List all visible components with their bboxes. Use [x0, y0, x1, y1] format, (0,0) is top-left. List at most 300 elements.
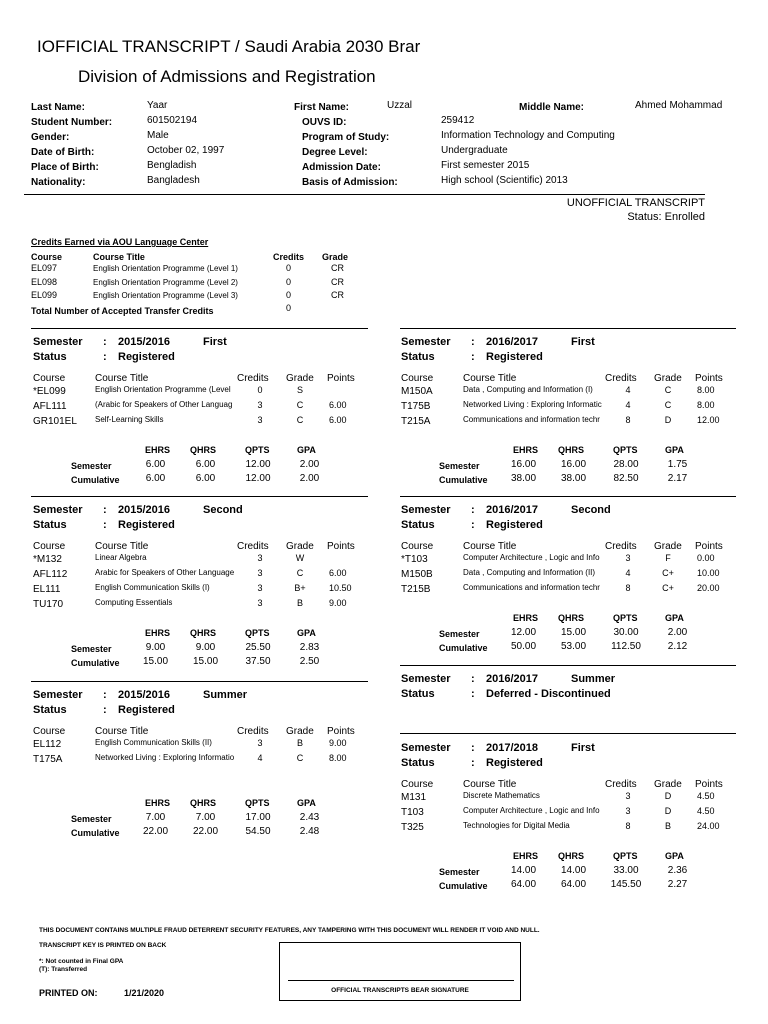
semester-year: 2015/2016 [118, 504, 170, 516]
course-code: *EL099 [33, 386, 66, 397]
course-credits: 3 [257, 738, 263, 748]
course-grade: C [296, 400, 304, 410]
sem-ehrs: 7.00 [145, 812, 166, 823]
header-ehrs: EHRS [513, 851, 539, 861]
course-code: M150A [401, 386, 433, 397]
header-grade: Grade [654, 373, 682, 384]
course-points: 8.00 [697, 385, 715, 395]
header-points: Points [327, 373, 355, 384]
course-points: 9.00 [329, 598, 347, 608]
first-name-label: First Name: [294, 102, 350, 113]
header-ehrs: EHRS [145, 445, 171, 455]
note-not-counted: *: Not counted in Final GPA [39, 958, 124, 965]
header-gpa: GPA [297, 628, 316, 638]
course-code: T103 [401, 807, 424, 818]
semester-status: Registered [486, 519, 543, 531]
divider [31, 328, 368, 329]
header-gpa: GPA [665, 613, 684, 623]
semester-block [401, 504, 736, 664]
semester-label: Semester [401, 742, 451, 754]
semester-term: Summer [571, 673, 616, 685]
header-qhrs: QHRS [190, 628, 217, 638]
semester-term: First [203, 336, 227, 348]
cum-qpts: 145.50 [610, 879, 642, 890]
sem-gpa: 2.83 [299, 642, 320, 653]
cum-ehrs: 22.00 [142, 826, 169, 837]
course-credits: 4 [257, 753, 263, 763]
credits-section-title: Credits Earned via AOU Language Center [31, 237, 209, 247]
cum-qhrs: 64.00 [560, 879, 587, 890]
credits-row-credits: 0 [286, 263, 292, 273]
cum-ehrs: 64.00 [510, 879, 537, 890]
course-credits: 8 [625, 583, 631, 593]
course-points: 0.00 [697, 553, 715, 563]
header-credits: Credits [237, 726, 269, 737]
course-grade: B [296, 598, 303, 608]
header-gpa: GPA [297, 445, 316, 455]
dob-label: Date of Birth: [31, 147, 95, 158]
basis-value: High school (Scientific) 2013 [441, 175, 568, 186]
course-points: 4.50 [697, 806, 715, 816]
sem-qpts: 17.00 [245, 812, 271, 823]
cumulative-row-label: Cumulative [71, 658, 120, 668]
course-credits: 3 [257, 553, 263, 563]
sem-qpts: 12.00 [245, 459, 271, 470]
course-title: Communications and information techr [463, 415, 600, 424]
course-grade: S [296, 385, 303, 395]
header-ehrs: EHRS [145, 628, 171, 638]
divider [31, 496, 368, 497]
header-credits: Credits [237, 541, 269, 552]
header-qpts: QPTS [613, 613, 638, 623]
note-transferred: (T): Transferred [39, 966, 88, 973]
course-points: 20.00 [697, 583, 720, 593]
semester-label: Semester [401, 673, 451, 685]
course-grade: B [296, 738, 303, 748]
semester-block [33, 336, 368, 496]
course-points: 9.00 [329, 738, 347, 748]
transcript-type: UNOFFICIAL TRANSCRIPT [566, 197, 705, 209]
semester-block [33, 689, 368, 849]
program-value: Information Technology and Computing [441, 130, 615, 141]
credits-row-course: EL099 [31, 290, 58, 300]
sem-ehrs: 9.00 [145, 642, 166, 653]
course-credits: 8 [625, 415, 631, 425]
sem-ehrs: 14.00 [510, 865, 537, 876]
last-name-value: Yaar [147, 100, 168, 111]
colon: : [103, 689, 107, 701]
credits-row-course: EL097 [31, 263, 58, 273]
header-ehrs: EHRS [513, 613, 539, 623]
nationality-label: Nationality: [31, 177, 86, 188]
header-qpts: QPTS [245, 628, 270, 638]
course-points: 10.50 [329, 583, 352, 593]
header-qhrs: QHRS [558, 851, 585, 861]
cum-qhrs: 38.00 [560, 473, 587, 484]
admission-date-value: First semester 2015 [441, 160, 530, 171]
course-code: T325 [401, 822, 424, 833]
header-course: Course [33, 373, 66, 384]
header-points: Points [695, 373, 723, 384]
sem-qhrs: 15.00 [560, 627, 587, 638]
cum-ehrs: 15.00 [142, 656, 169, 667]
course-code: TU170 [33, 599, 64, 610]
course-credits: 4 [625, 400, 631, 410]
header-qpts: QPTS [613, 445, 638, 455]
header-qhrs: QHRS [190, 798, 217, 808]
cum-qpts: 82.50 [613, 473, 639, 484]
colon: : [471, 673, 475, 685]
cum-qpts: 37.50 [245, 656, 271, 667]
colon: : [471, 504, 475, 516]
cum-qpts: 112.50 [611, 641, 641, 652]
header-course: Course [401, 541, 434, 552]
cumulative-row-label: Cumulative [439, 881, 488, 891]
course-credits: 0 [257, 385, 263, 395]
course-grade: D [664, 806, 672, 816]
semester-status: Registered [486, 351, 543, 363]
course-credits: 3 [257, 400, 263, 410]
colon: : [471, 688, 475, 700]
colon: : [103, 504, 107, 516]
course-grade: B [664, 821, 671, 831]
header-gpa: GPA [665, 445, 684, 455]
course-code: T175A [33, 754, 63, 765]
header-ehrs: EHRS [513, 445, 539, 455]
header-grade: Grade [654, 541, 682, 552]
colon: : [103, 519, 107, 531]
colon: : [471, 351, 475, 363]
header-grade: Grade [654, 779, 682, 790]
course-title: Arabic for Speakers of Other Language [95, 568, 235, 577]
course-points: 12.00 [697, 415, 720, 425]
course-points: 8.00 [329, 753, 347, 763]
cum-qpts: 54.50 [245, 826, 271, 837]
header-course-title: Course Title [463, 779, 517, 790]
sem-qhrs: 7.00 [195, 812, 216, 823]
course-points: 6.00 [329, 400, 347, 410]
printed-on-label: PRINTED ON: [39, 988, 98, 998]
course-title: English Communication Skills (I) [95, 583, 210, 592]
course-grade: B+ [294, 583, 306, 593]
course-title: Self-Learning Skills [95, 415, 164, 424]
semester-row-label: Semester [71, 644, 112, 654]
sem-qhrs: 16.00 [560, 459, 587, 470]
cum-gpa: 2.17 [667, 473, 688, 484]
course-credits: 3 [257, 568, 263, 578]
header-points: Points [695, 541, 723, 552]
course-code: EL111 [33, 584, 61, 595]
status-label: Status [401, 757, 435, 769]
cum-qhrs: 15.00 [192, 656, 219, 667]
status-label: Status [401, 688, 435, 700]
credits-row-grade: CR [331, 277, 344, 287]
course-points: 8.00 [697, 400, 715, 410]
credits-row-course: EL098 [31, 277, 58, 287]
program-label: Program of Study: [302, 132, 390, 143]
course-title: Computing Essentials [95, 598, 173, 607]
course-grade: C [296, 568, 304, 578]
header-points: Points [327, 726, 355, 737]
credits-header-grade: Grade [322, 252, 349, 262]
course-grade: D [664, 791, 672, 801]
sem-qhrs: 6.00 [195, 459, 216, 470]
status-label: Status [33, 519, 67, 531]
dob-value: October 02, 1997 [147, 145, 225, 156]
credits-total-value: 0 [286, 303, 292, 313]
semester-status: Registered [118, 519, 175, 531]
course-credits: 3 [257, 583, 263, 593]
header-qhrs: QHRS [190, 445, 217, 455]
header-credits: Credits [605, 373, 637, 384]
pob-label: Place of Birth: [31, 162, 99, 173]
last-name-label: Last Name: [31, 102, 85, 113]
cumulative-row-label: Cumulative [71, 475, 120, 485]
course-points: 10.00 [697, 568, 720, 578]
cum-ehrs: 38.00 [510, 473, 537, 484]
course-title: English Communication Skills (II) [95, 738, 212, 747]
course-code: EL112 [33, 739, 62, 750]
header-course: Course [401, 373, 434, 384]
credits-row-credits: 0 [286, 290, 292, 300]
basis-label: Basis of Admission: [302, 177, 398, 188]
semester-year: 2016/2017 [486, 673, 538, 685]
semester-status: Registered [118, 704, 175, 716]
course-credits: 4 [625, 568, 631, 578]
sem-qpts: 33.00 [613, 865, 639, 876]
colon: : [471, 757, 475, 769]
credits-header-course: Course [31, 252, 63, 262]
semester-year: 2017/2018 [486, 742, 538, 754]
student-number-value: 601502194 [147, 115, 198, 126]
course-title: Computer Architecture , Logic and Info [463, 806, 600, 815]
semester-label: Semester [33, 689, 83, 701]
header-gpa: GPA [665, 851, 684, 861]
sem-qhrs: 9.00 [195, 642, 216, 653]
sem-gpa: 2.00 [667, 627, 688, 638]
admission-date-label: Admission Date: [302, 162, 381, 173]
semester-year: 2015/2016 [118, 689, 170, 701]
status-label: Status [401, 351, 435, 363]
semester-status: Registered [118, 351, 175, 363]
course-code: M131 [401, 792, 427, 803]
semester-block [401, 336, 736, 496]
signature-line [288, 980, 514, 981]
course-title: (Arabic for Speakers of Other Languag [95, 400, 233, 409]
course-code: *M132 [33, 554, 62, 565]
divider [400, 328, 736, 329]
course-code: T215A [401, 416, 431, 427]
cumulative-row-label: Cumulative [71, 828, 120, 838]
header-course-title: Course Title [95, 373, 149, 384]
sem-ehrs: 6.00 [145, 459, 166, 470]
key-notice: TRANSCRIPT KEY IS PRINTED ON BACK [39, 942, 167, 949]
course-grade: D [664, 415, 672, 425]
sem-gpa: 2.43 [299, 812, 320, 823]
course-title: Linear Algebra [95, 553, 147, 562]
sem-gpa: 2.36 [667, 865, 688, 876]
credits-row-grade: CR [331, 290, 344, 300]
sem-qpts: 30.00 [613, 627, 639, 638]
course-title: Data , Computing and Information (I) [463, 385, 593, 394]
course-credits: 8 [625, 821, 631, 831]
header-course-title: Course Title [95, 541, 149, 552]
status-label: Status [401, 519, 435, 531]
course-code: T175B [401, 401, 431, 412]
pob-value: Bengladish [147, 160, 197, 171]
course-code: T215B [401, 584, 431, 595]
cum-qhrs: 6.00 [195, 473, 216, 484]
header-qpts: QPTS [245, 798, 270, 808]
header-course-title: Course Title [463, 541, 517, 552]
course-title: English Orientation Programme (Level [95, 385, 231, 394]
security-notice: THIS DOCUMENT CONTAINS MULTIPLE FRAUD DETERRENT SECURITY FEATURES, ANY TAMPERING WITH THIS DOCUMENT WILL RENDER IT VOID AND NULL. [39, 927, 540, 934]
colon: : [103, 704, 107, 716]
semester-label: Semester [401, 336, 451, 348]
header-credits: Credits [237, 373, 269, 384]
semester-term: Second [203, 504, 243, 516]
header-course: Course [33, 726, 66, 737]
middle-name-label: Middle Name: [519, 102, 585, 113]
header-course: Course [33, 541, 66, 552]
middle-name-value: Ahmed Mohammad [635, 100, 723, 111]
course-credits: 3 [625, 806, 631, 816]
course-code: GR101EL [33, 416, 77, 427]
cumulative-row-label: Cumulative [439, 643, 488, 653]
cumulative-row-label: Cumulative [439, 475, 488, 485]
credits-row-credits: 0 [286, 277, 292, 287]
course-grade: C [664, 385, 672, 395]
course-grade: C+ [662, 583, 674, 593]
header-course-title: Course Title [95, 726, 149, 737]
semester-row-label: Semester [71, 461, 112, 471]
cum-gpa: 2.50 [299, 656, 320, 667]
cum-ehrs: 6.00 [145, 473, 166, 484]
cum-gpa: 2.00 [299, 473, 320, 484]
ouvs-id-value: 259412 [441, 115, 475, 126]
course-grade: C [296, 415, 304, 425]
course-code: AFL112 [33, 569, 68, 580]
header-points: Points [695, 779, 723, 790]
sem-qhrs: 14.00 [560, 865, 587, 876]
course-credits: 3 [625, 553, 631, 563]
credits-row-title: English Orientation Programme (Level 1) [93, 264, 238, 273]
semester-label: Semester [401, 504, 451, 516]
course-title: Data , Computing and Information (II) [463, 568, 596, 577]
colon: : [471, 336, 475, 348]
header-grade: Grade [286, 726, 314, 737]
course-title: Computer Architecture , Logic and Info [463, 553, 600, 562]
cum-gpa: 2.12 [667, 641, 688, 652]
header-ehrs: EHRS [145, 798, 171, 808]
sem-qpts: 25.50 [245, 642, 271, 653]
colon: : [103, 351, 107, 363]
semester-year: 2016/2017 [486, 504, 538, 516]
cum-ehrs: 50.00 [510, 641, 537, 652]
divider [24, 194, 705, 195]
course-points: 24.00 [697, 821, 720, 831]
course-credits: 4 [625, 385, 631, 395]
header-credits: Credits [605, 779, 637, 790]
header-qpts: QPTS [245, 445, 270, 455]
semester-status: Registered [486, 757, 543, 769]
header-points: Points [327, 541, 355, 552]
nationality-value: Bangladesh [147, 175, 200, 186]
first-name-value: Uzzal [387, 100, 413, 111]
sem-ehrs: 16.00 [510, 459, 537, 470]
course-points: 4.50 [697, 791, 715, 801]
semester-block [401, 742, 736, 902]
course-grade: W [295, 553, 305, 563]
course-credits: 3 [257, 415, 263, 425]
semester-term: Summer [203, 689, 248, 701]
course-title: Networked Living : Exploring Informatic [463, 400, 602, 409]
student-number-label: Student Number: [31, 117, 113, 128]
semester-term: First [571, 336, 595, 348]
course-grade: C+ [662, 568, 674, 578]
course-code: *T103 [401, 554, 428, 565]
cum-gpa: 2.48 [299, 826, 320, 837]
course-code: M150B [401, 569, 433, 580]
header-qpts: QPTS [613, 851, 638, 861]
course-title: Discrete Mathematics [463, 791, 540, 800]
status-label: Status [33, 351, 67, 363]
semester-year: 2015/2016 [118, 336, 170, 348]
colon: : [471, 742, 475, 754]
semester-status: Deferred - Discontinued [486, 688, 611, 700]
credits-total-label: Total Number of Accepted Transfer Credits [31, 306, 214, 316]
cum-qhrs: 53.00 [560, 641, 587, 652]
credits-row-title: English Orientation Programme (Level 2) [93, 278, 238, 287]
status-label: Status [33, 704, 67, 716]
colon: : [103, 336, 107, 348]
semester-row-label: Semester [71, 814, 112, 824]
credits-header-title: Course Title [93, 252, 145, 262]
course-title: Networked Living : Exploring Informatio [95, 753, 235, 762]
divider [400, 665, 736, 666]
header-course: Course [401, 779, 434, 790]
sem-gpa: 2.00 [299, 459, 320, 470]
cum-qhrs: 22.00 [192, 826, 219, 837]
enrollment-status: Status: Enrolled [627, 211, 705, 223]
header-grade: Grade [286, 373, 314, 384]
gender-label: Gender: [31, 132, 70, 143]
credits-row-title: English Orientation Programme (Level 3) [93, 291, 238, 300]
semester-label: Semester [33, 336, 83, 348]
gender-value: Male [147, 130, 169, 141]
cum-gpa: 2.27 [667, 879, 688, 890]
header-qhrs: QHRS [558, 613, 585, 623]
semester-row-label: Semester [439, 867, 480, 877]
signature-box [279, 942, 521, 1001]
colon: : [471, 519, 475, 531]
course-credits: 3 [625, 791, 631, 801]
sem-ehrs: 12.00 [510, 627, 537, 638]
semester-year: 2016/2017 [486, 336, 538, 348]
degree-value: Undergraduate [441, 145, 508, 156]
signature-caption: OFFICIAL TRANSCRIPTS BEAR SIGNATURE [331, 987, 469, 994]
course-points: 6.00 [329, 415, 347, 425]
semester-term: First [571, 742, 595, 754]
document-subtitle: Division of Admissions and Registration [78, 67, 376, 86]
course-grade: F [665, 553, 671, 563]
course-points: 6.00 [329, 568, 347, 578]
header-course-title: Course Title [463, 373, 517, 384]
degree-label: Degree Level: [302, 147, 368, 158]
course-code: AFL111 [33, 401, 67, 412]
cum-qpts: 12.00 [245, 473, 271, 484]
sem-gpa: 1.75 [667, 459, 688, 470]
